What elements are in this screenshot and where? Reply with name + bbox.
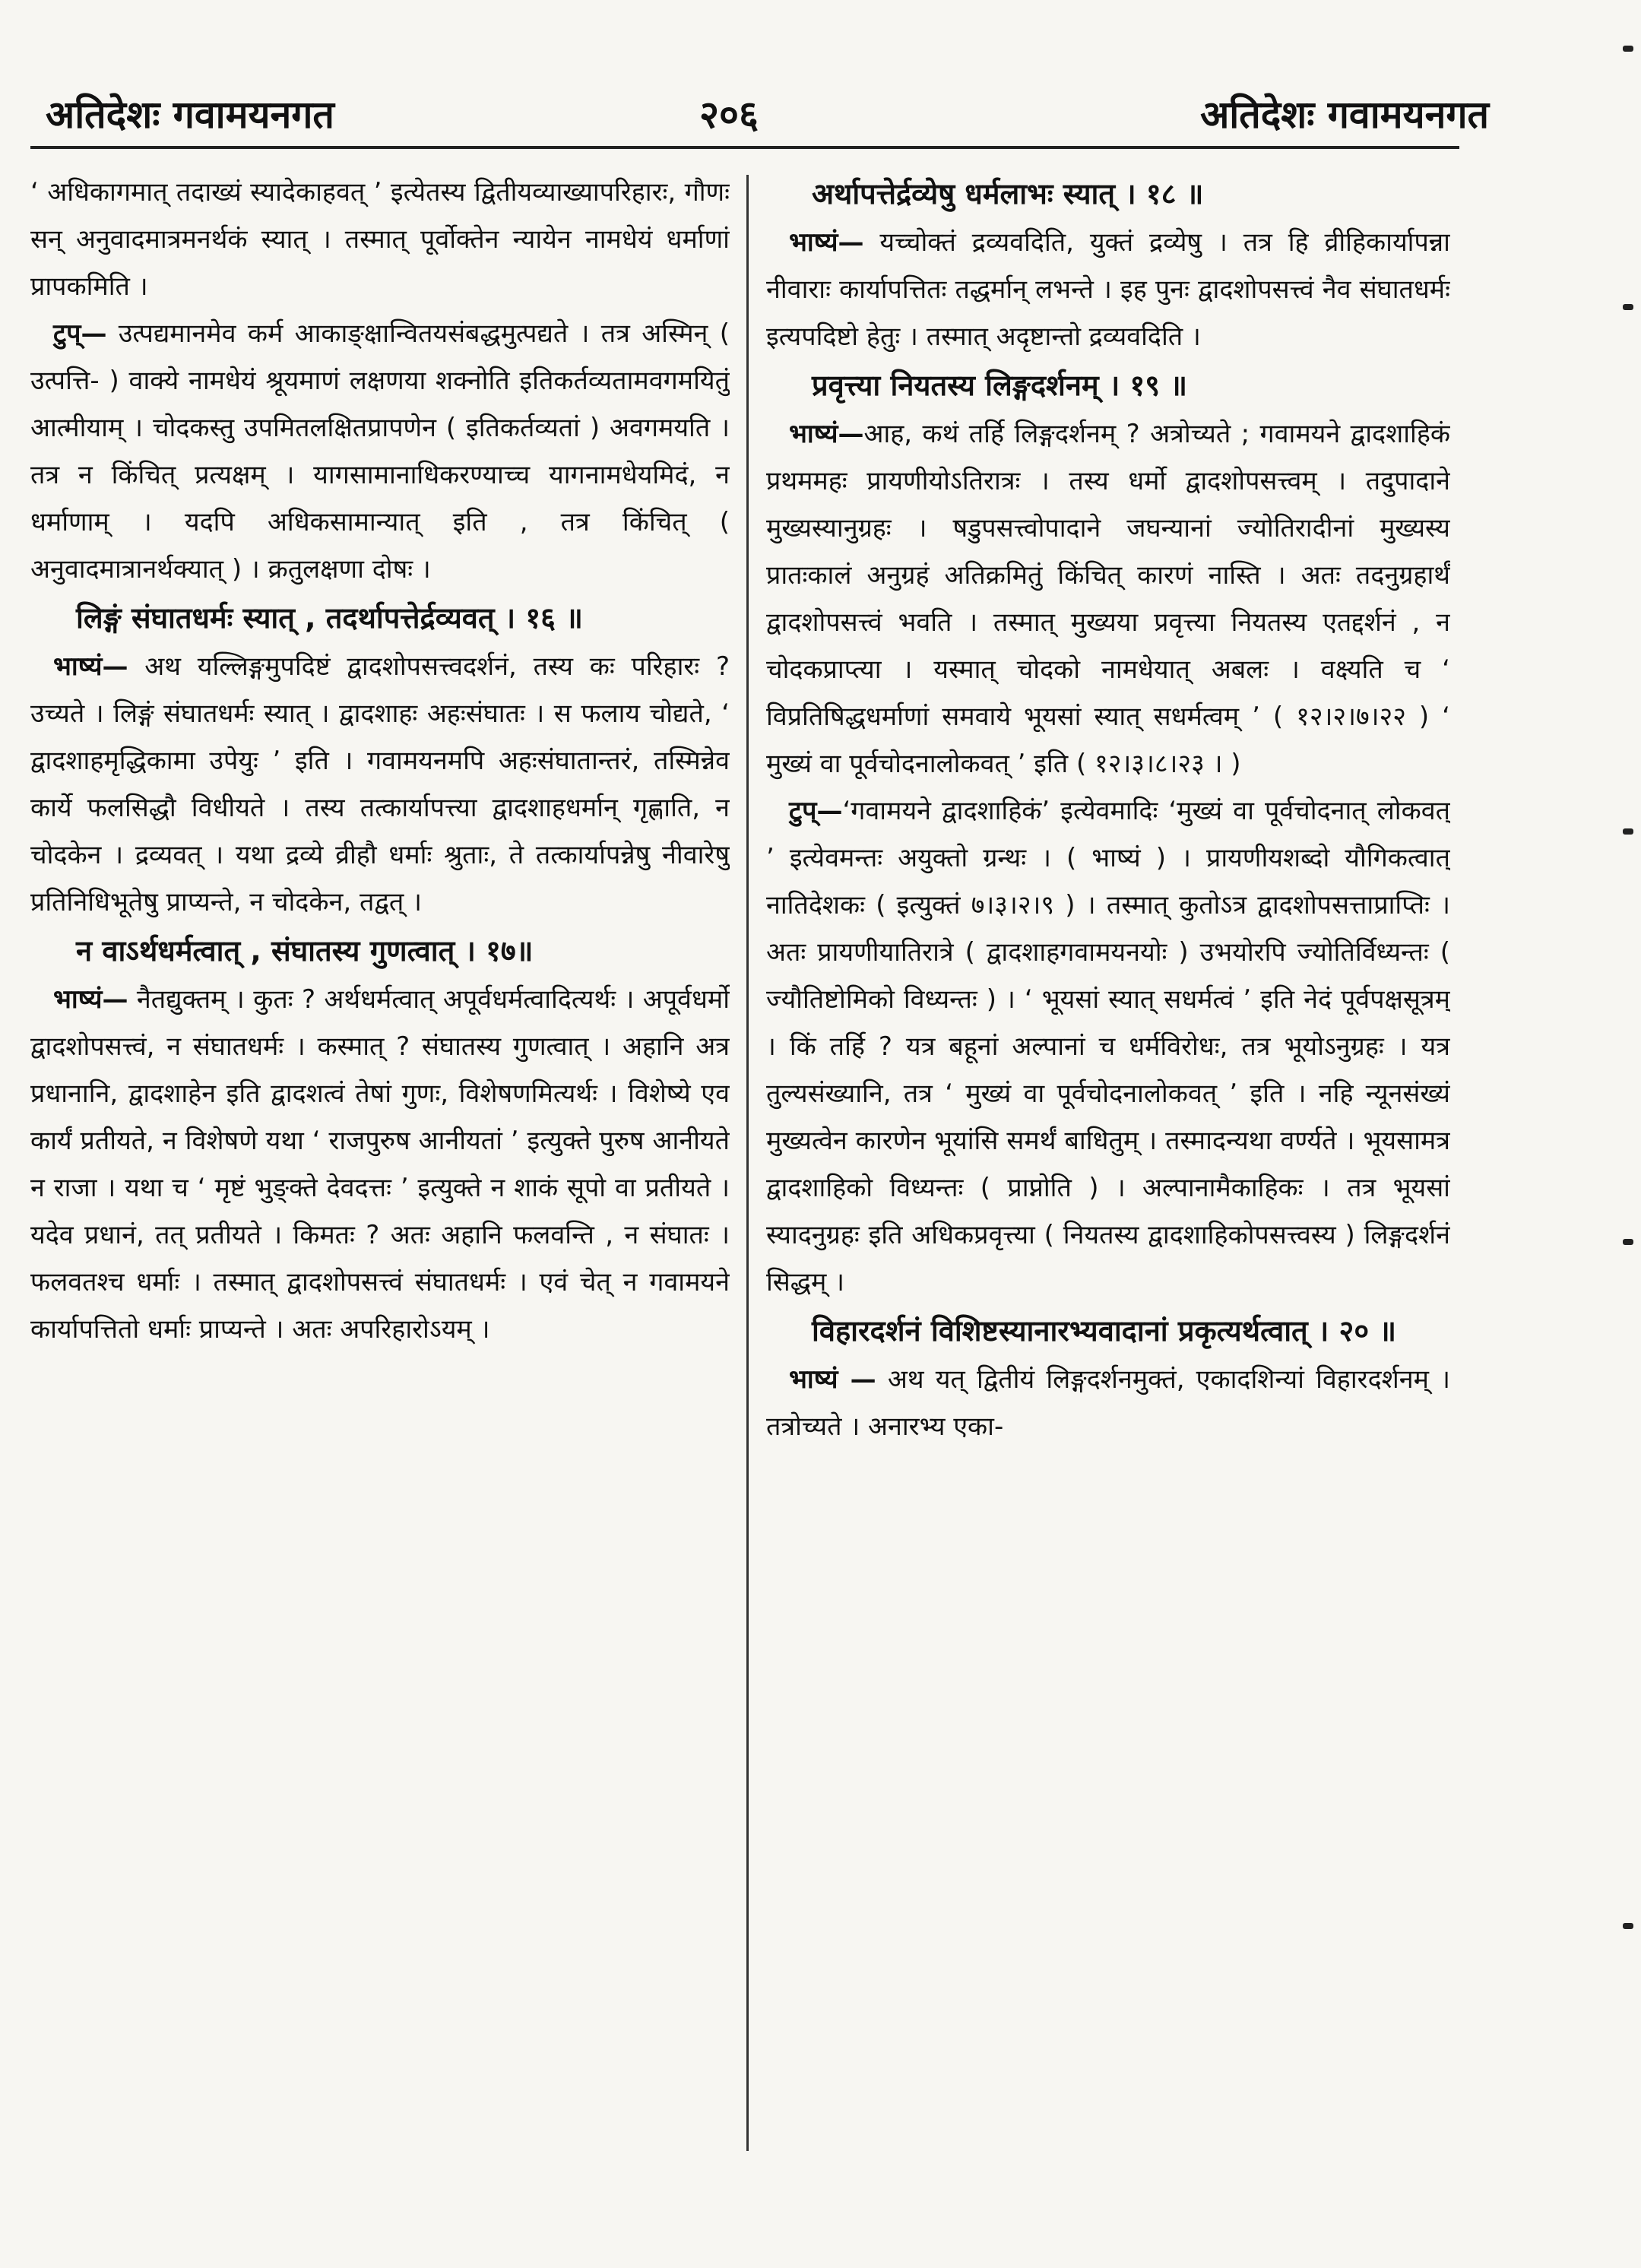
sutra-heading bbox=[30, 593, 730, 643]
paragraph-text: ‘गवामयने द्वादशाहिकं’ इत्येवमादिः ‘मुख्यं वा पूर्वचोदनात् लोकवत् ’ इत्येवमन्तः अयुक्तो ग्रन्थः । ( भाष्यं ) । प्रायणीयशब्दो यौगिकत्वात् नातिदेशकः ( इत्युक्तं ७।३।२।९ ) । तस्मात् कुतोऽत्र द्वादशोपसत्ताप्राप्तिः । अतः प्रायणीयातिरात्रे ( द्वादशाहगवामयनयोः ) उभयोरपि ज्योतिर्विध्यन्तः ( ज्यौतिष्टोमिको विध्यन्तः ) । ‘ भूयसां स्यात् सधर्मत्वं ’ इति नेदं पूर्वपक्षसूत्रम् । किं तर्हि ? यत्र बहूनां अल्पानां च धर्मविरोधः, तत्र भूयोऽनुग्रहः । यत्र तुल्यसंख्यानि, तत्र ‘ मुख्यं वा पूर्वचोदनालोकवत् ’ इति । नहि न्यूनसंख्यं मुख्यत्वेन कारणेन भूयांसि समर्थं बाधितुम् । तस्मादन्यथा वर्ण्यते । भूयसामत्र द्वादशाहिको विध्यन्तः ( प्राप्नोति ) । अल्पानामैकाहिकः । तत्र भूयसां स्यादनुग्रहः इति अधिकप्रवृत्त्या ( नियतस्य द्वादशाहिकोपसत्त्वस्य ) लिङ्गदर्शनं सिद्धम् । bbox=[766, 796, 1450, 1297]
paragraph-text: उत्पद्यमानमेव कर्म आकाङ्क्षान्वितयसंबद्धमुत्पद्यते । तत्र अस्मिन् ( उत्पत्ति- ) वाक्ये नामधेयं श्रूयमाणं लक्षणया शक्नोति इतिकर्तव्यतामवगमयितुं आत्मीयाम् । चोदकस्तु उपमितलक्षितप्रापणेन ( इतिकर्तव्यतां ) अवगमयति । तत्र न किंचित् प्रत्यक्षम् । यागसामानाधिकरण्याच्च यागनामधेयमिदं, न धर्माणाम् । यदपि अधिकसामान्यात् इति , तत्र किंचित् ( अनुवादमात्रानर्थक्यात् ) । क्रतुलक्षणा दोषः । bbox=[30, 318, 730, 584]
running-header bbox=[30, 72, 1489, 141]
commentary-paragraph bbox=[30, 169, 730, 310]
sutra-heading bbox=[766, 169, 1450, 219]
paragraph-text: आह, कथं तर्हि लिङ्गदर्शनम् ? अत्रोच्यते ; गवामयने द्वादशाहिकं प्रथममहः प्रायणीयोऽतिरात्रः । तस्य धर्मो द्वादशोपसत्त्वम् । तदुपादाने मुख्यस्यानुग्रहः । षडुपसत्त्वोपादाने जघन्यानां ज्योतिरादीनां मुख्यस्य प्रातःकालं अनुग्रहं अतिक्रमितुं किंचित् कारणं नास्ति । अतः तदनुग्रहार्थं द्वादशोपसत्त्वं भवति । तस्मात् मुख्यया प्रवृत्त्या नियतस्य एतद्दर्शनं , न चोदकप्राप्त्या । यस्मात् चोदको नामधेयात् अबलः । वक्ष्यति च ‘ विप्रतिषिद्धधर्माणां समवाये भूयसां स्यात् सधर्मत्वम् ’ ( १२।२।७।२२ ) ‘ मुख्यं वा पूर्वचोदनालोकवत् ’ इति ( १२।३।८।२३ । ) bbox=[766, 419, 1450, 779]
sutra-text: विहारदर्शनं विशिष्टस्यानारभ्यवादानां प्रकृत्यर्थत्वात् । २० ॥ bbox=[812, 1314, 1397, 1348]
sutra-text: लिङ्गं संघातधर्मः स्यात् , तदर्थापत्तेर्द्रव्यवत् । १६ ॥ bbox=[76, 601, 583, 635]
right-column bbox=[766, 169, 1450, 2221]
sutra-heading bbox=[766, 1306, 1450, 1356]
scan-mark bbox=[1623, 828, 1633, 835]
header-left-title: अतिदेशः गवामयनगत bbox=[46, 93, 334, 137]
sutra-text: प्रवृत्त्या नियतस्य लिङ्गदर्शनम् । १९ ॥ bbox=[812, 369, 1188, 402]
page-number: २०६ bbox=[699, 93, 759, 137]
commentary-paragraph bbox=[766, 787, 1450, 1306]
sutra-heading bbox=[30, 926, 730, 976]
scan-mark bbox=[1623, 1923, 1633, 1929]
commentary-paragraph bbox=[30, 310, 730, 593]
commentary-label: टुप्— bbox=[53, 318, 107, 349]
commentary-label: भाष्यं— bbox=[789, 227, 864, 258]
commentary-paragraph bbox=[766, 410, 1450, 787]
header-rule bbox=[30, 146, 1459, 149]
commentary-label: टुप्— bbox=[789, 796, 843, 826]
sutra-heading bbox=[766, 360, 1450, 410]
commentary-paragraph bbox=[30, 643, 730, 926]
scan-mark bbox=[1623, 1239, 1633, 1245]
sutra-text: अर्थापत्तेर्द्रव्येषु धर्मलाभः स्यात् । १८ ॥ bbox=[812, 177, 1204, 211]
commentary-label: भाष्यं— bbox=[789, 419, 864, 449]
commentary-label: भाष्यं— bbox=[53, 984, 128, 1015]
paragraph-text: ‘ अधिकागमात् तदाख्यं स्यादेकाहवत् ’ इत्येतस्य द्वितीयव्याख्यापरिहारः, गौणः सन् अनुवादमात्रमनर्थकं स्यात् । तस्मात् पूर्वोक्तेन न्यायेन नामधेयं धर्माणां प्रापकमिति । bbox=[30, 177, 730, 302]
header-right-title: अतिदेशः गवामयनगत bbox=[1200, 93, 1489, 137]
paragraph-text: यच्चोक्तं द्रव्यवदिति, युक्तं द्रव्येषु । तत्र हि व्रीहिकार्यापन्ना नीवाराः कार्यापत्तितः तद्धर्मान् लभन्ते । इह पुनः द्वादशोपसत्त्वं नैव संघातधर्मः इत्यपदिष्टो हेतुः । तस्मात् अदृष्टान्तो द्रव्यवदिति । bbox=[766, 227, 1450, 352]
commentary-paragraph bbox=[766, 1356, 1450, 1450]
commentary-label: भाष्यं — bbox=[789, 1364, 876, 1395]
scan-mark bbox=[1623, 46, 1633, 52]
commentary-label: भाष्यं— bbox=[53, 651, 128, 682]
paragraph-text: नैतद्युक्तम् । कुतः ? अर्थधर्मत्वात् अपूर्वधर्मत्वादित्यर्थः । अपूर्वधर्मो द्वादशोपसत्त्वं, न संघातधर्मः । कस्मात् ? संघातस्य गुणत्वात् । अहानि अत्र प्रधानानि, द्वादशाहेन इति द्वादशत्वं तेषां गुणः, विशेषणमित्यर्थः । विशेष्ये एव कार्यं प्रतीयते, न विशेषणे यथा ‘ राजपुरुष आनीयतां ’ इत्युक्ते पुरुष आनीयते न राजा । यथा च ‘ मृष्टं भुङ्क्ते देवदत्तः ’ इत्युक्ते न शाकं सूपो वा प्रतीयते । यदेव प्रधानं, तत् प्रतीयते । किमतः ? अतः अहानि फलवन्ति , न संघातः । फलवतश्च धर्माः । तस्मात् द्वादशोपसत्त्वं संघातधर्मः । एवं चेत् न गवामयने कार्यापत्तितो धर्माः प्राप्यन्ते । अतः अपरिहारोऽयम् । bbox=[30, 984, 730, 1345]
commentary-paragraph bbox=[30, 976, 730, 1353]
left-column bbox=[30, 169, 730, 2221]
column-divider bbox=[746, 175, 749, 2151]
scan-mark bbox=[1623, 304, 1633, 310]
paragraph-text: अथ यत् द्वितीयं लिङ्गदर्शनमुक्तं, एकादशिन्यां विहारदर्शनम् । तत्रोच्यते । अनारभ्य एका- bbox=[766, 1364, 1450, 1442]
paragraph-text: अथ यल्लिङ्गमुपदिष्टं द्वादशोपसत्त्वदर्शनं, तस्य कः परिहारः ? उच्यते । लिङ्गं संघातधर्मः स्यात् । द्वादशाहः अहःसंघातः । स फलाय चोद्यते, ‘ द्वादशाहमृद्धिकामा उपेयुः ’ इति । गवामयनमपि अहःसंघातान्तरं, तस्मिन्नेव कार्ये फलसिद्धौ विधीयते । तस्य तत्कार्यापत्त्या द्वादशाहधर्मान् गृह्णाति, न चोदकेन । द्रव्यवत् । यथा द्रव्ये व्रीहौ धर्माः श्रुताः, ते तत्कार्यापन्नेषु नीवारेषु प्रतिनिधिभूतेषु प्राप्यन्ते, न चोदकेन, तद्वत् । bbox=[30, 651, 730, 917]
scan-edge-marks bbox=[1618, 0, 1633, 2268]
sutra-text: न वाऽर्थधर्मत्वात् , संघातस्य गुणत्वात् । १७॥ bbox=[76, 934, 534, 968]
commentary-paragraph bbox=[766, 219, 1450, 360]
